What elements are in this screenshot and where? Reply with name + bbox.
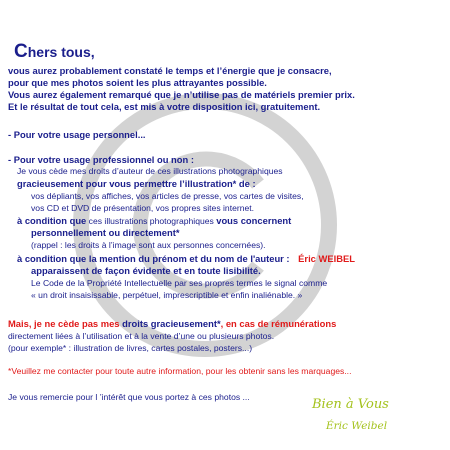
- remuneration-c: , en cas de rémunérations: [220, 318, 337, 329]
- condition-2-line2: apparaissent de façon évidente et en toute lisibilité.: [31, 265, 261, 276]
- code-text: Le Code de la Propriété Intellectuelle par ses propres termes le signal comme: [31, 278, 328, 288]
- condition-1-bold2: vous concernent: [216, 215, 292, 226]
- remuneration-line3: (pour exemple* : illustration de livres, cartes postales, posters...): [8, 343, 253, 353]
- intro-line: Et le résultat de tout cela, est mis à votre disposition ici, gratuitement.: [8, 101, 321, 112]
- remuneration-line: [8, 319, 336, 328]
- condition-1-line2: personnellement ou directement*: [31, 227, 180, 238]
- code-text: « un droit insaisissable, perpétuel, imprescriptible et enfin inaliénable. »: [31, 290, 303, 300]
- condition-1: [17, 216, 291, 226]
- intro-line: Vous aurez également remarqué que je n’utilise pas de matériels premier prix.: [8, 89, 355, 100]
- remuneration-b: droits gracieusement*: [122, 318, 221, 329]
- contact-note: *Veuillez me contacter pour toute autre information, pour les obtenir sans les marquages...: [8, 366, 352, 376]
- signature-name: Éric Weibel: [326, 420, 388, 432]
- uses-text: vos CD et DVD de présentation, vos propres sites internet.: [31, 203, 255, 213]
- remuneration-line2: directement liées à l’utilisation et à la vente d’une ou plusieurs photos.: [8, 331, 275, 341]
- remuneration-a: Mais, je ne cède pas mes: [8, 318, 123, 329]
- condition-1-text: ces illustrations photographiques: [86, 216, 217, 226]
- condition-2: [17, 254, 355, 263]
- heading-rest: hers tous,: [27, 44, 95, 60]
- rights-text: Je vous cède mes droits d’auteur de ces illustrations photographiques: [17, 166, 283, 176]
- heading-initial: C: [14, 41, 28, 62]
- intro-line: vous aurez probablement constaté le temps et l’énergie que je consacre,: [8, 65, 332, 76]
- uses-text: vos dépliants, vos affiches, vos articles de presse, vos cartes de visites,: [31, 191, 304, 201]
- heading: [14, 42, 95, 61]
- thanks-text: Je vous remercie pour l ’intérêt que vous portez à ces photos ...: [8, 392, 250, 402]
- author-name: Éric WEIBEL: [298, 253, 355, 264]
- intro-line: pour que mes photos soient les plus attrayantes possible.: [8, 77, 267, 88]
- professional-use-heading: - Pour votre usage professionnel ou non :: [8, 154, 194, 165]
- personal-use-heading: - Pour votre usage personnel...: [8, 129, 146, 140]
- condition-2-text: à condition que la mention du prénom et du nom de l'auteur :: [17, 253, 290, 264]
- signature-greeting: Bien à Vous: [312, 397, 389, 412]
- condition-1-note: (rappel : les droits à l’image sont aux personnes concernées).: [31, 240, 266, 250]
- grant-text: gracieusement pour vous permettre l’illustration* de :: [17, 178, 256, 189]
- condition-1-bold: à condition que: [17, 215, 87, 226]
